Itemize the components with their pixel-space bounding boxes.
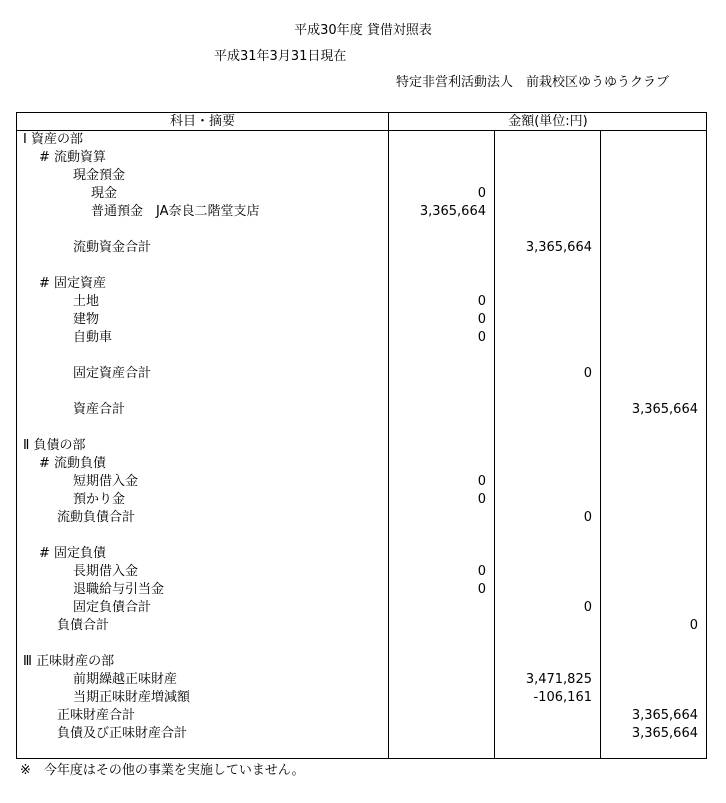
column-header-amount: 金額(単位:円) [508,114,588,129]
table-row [17,203,706,221]
table-row [17,707,706,725]
amount-cell: 0 [477,186,486,201]
table-row [17,311,706,329]
amount-cell: 0 [477,330,486,345]
row-label: 負債合計 [57,618,110,633]
column-header-item: 科目・摘要 [169,114,235,129]
balance-sheet-table [16,112,707,759]
table-row [17,149,706,167]
table-row [17,671,706,689]
amount-cell: 3,365,664 [631,726,698,741]
amount-cell: 0 [477,582,486,597]
amount-cell: 3,365,664 [525,240,592,255]
amount-cell: 0 [477,294,486,309]
table-row [17,617,706,635]
table-row [17,239,706,257]
row-label: # 固定負債 [39,546,107,561]
footnote: ※ 今年度はその他の事業を実施していません。 [20,763,305,778]
row-label: 資産合計 [73,402,126,417]
row-label: 長期借入金 [73,564,139,579]
row-label: # 固定資産 [39,276,107,291]
amount-cell: 3,365,664 [419,204,486,219]
row-label: 普通預金 JA奈良二階堂支店 [91,204,260,219]
table-row [17,293,706,311]
table-row [17,437,706,455]
table-row [17,581,706,599]
amount-cell: 0 [583,510,592,525]
amount-cell: 3,365,664 [631,402,698,417]
table-row [17,563,706,581]
document-title: 平成30年度 貸借対照表 [294,23,432,38]
amount-cell: 3,471,825 [525,672,592,687]
table-row [17,545,706,563]
row-label: # 流動負債 [39,456,107,471]
table-row [17,509,706,527]
table-row [17,725,706,743]
row-label: 現金 [91,186,118,201]
table-row [17,185,706,203]
amount-cell: 0 [477,564,486,579]
table-row [17,491,706,509]
row-label: 前期繰越正味財産 [73,672,178,687]
row-label: Ⅱ 負債の部 [23,438,86,453]
row-label: Ⅰ 資産の部 [23,132,83,147]
row-label: # 流動資算 [39,150,107,165]
as-of-date: 平成31年3月31日現在 [214,49,347,64]
amount-cell: 0 [477,312,486,327]
table-row [17,455,706,473]
table-row [17,167,706,185]
table-row [17,599,706,617]
table-row [17,365,706,383]
row-label: 固定負債合計 [73,600,152,615]
row-label: 短期借入金 [73,474,139,489]
row-label: 固定資産合計 [73,366,152,381]
amount-cell: 0 [477,474,486,489]
table-row [17,401,706,419]
amount-cell: 0 [583,366,592,381]
organization-name: 特定非営利活動法人 前栽校区ゆうゆうクラブ [396,75,670,90]
table-row [17,275,706,293]
row-label: 土地 [73,294,100,309]
table-row [17,473,706,491]
table-row [17,131,706,149]
row-label: 当期正味財産増減額 [73,690,191,705]
row-label: 退職給与引当金 [73,582,165,597]
row-label: 正味財産合計 [57,708,136,723]
row-label: 自動車 [73,330,113,345]
row-label: 負債及び正味財産合計 [57,726,188,741]
row-label: Ⅲ 正味財産の部 [23,654,115,669]
amount-cell: 0 [477,492,486,507]
row-label: 預かり金 [73,492,126,507]
amount-cell: 3,365,664 [631,708,698,723]
row-label: 流動資金合計 [73,240,152,255]
amount-cell: 0 [583,600,592,615]
table-row [17,689,706,707]
row-label: 流動負債合計 [57,510,136,525]
row-label: 現金預金 [73,168,126,183]
amount-cell: -106,161 [533,690,592,705]
amount-cell: 0 [689,618,698,633]
table-row [17,653,706,671]
table-row [17,329,706,347]
row-label: 建物 [73,312,100,327]
